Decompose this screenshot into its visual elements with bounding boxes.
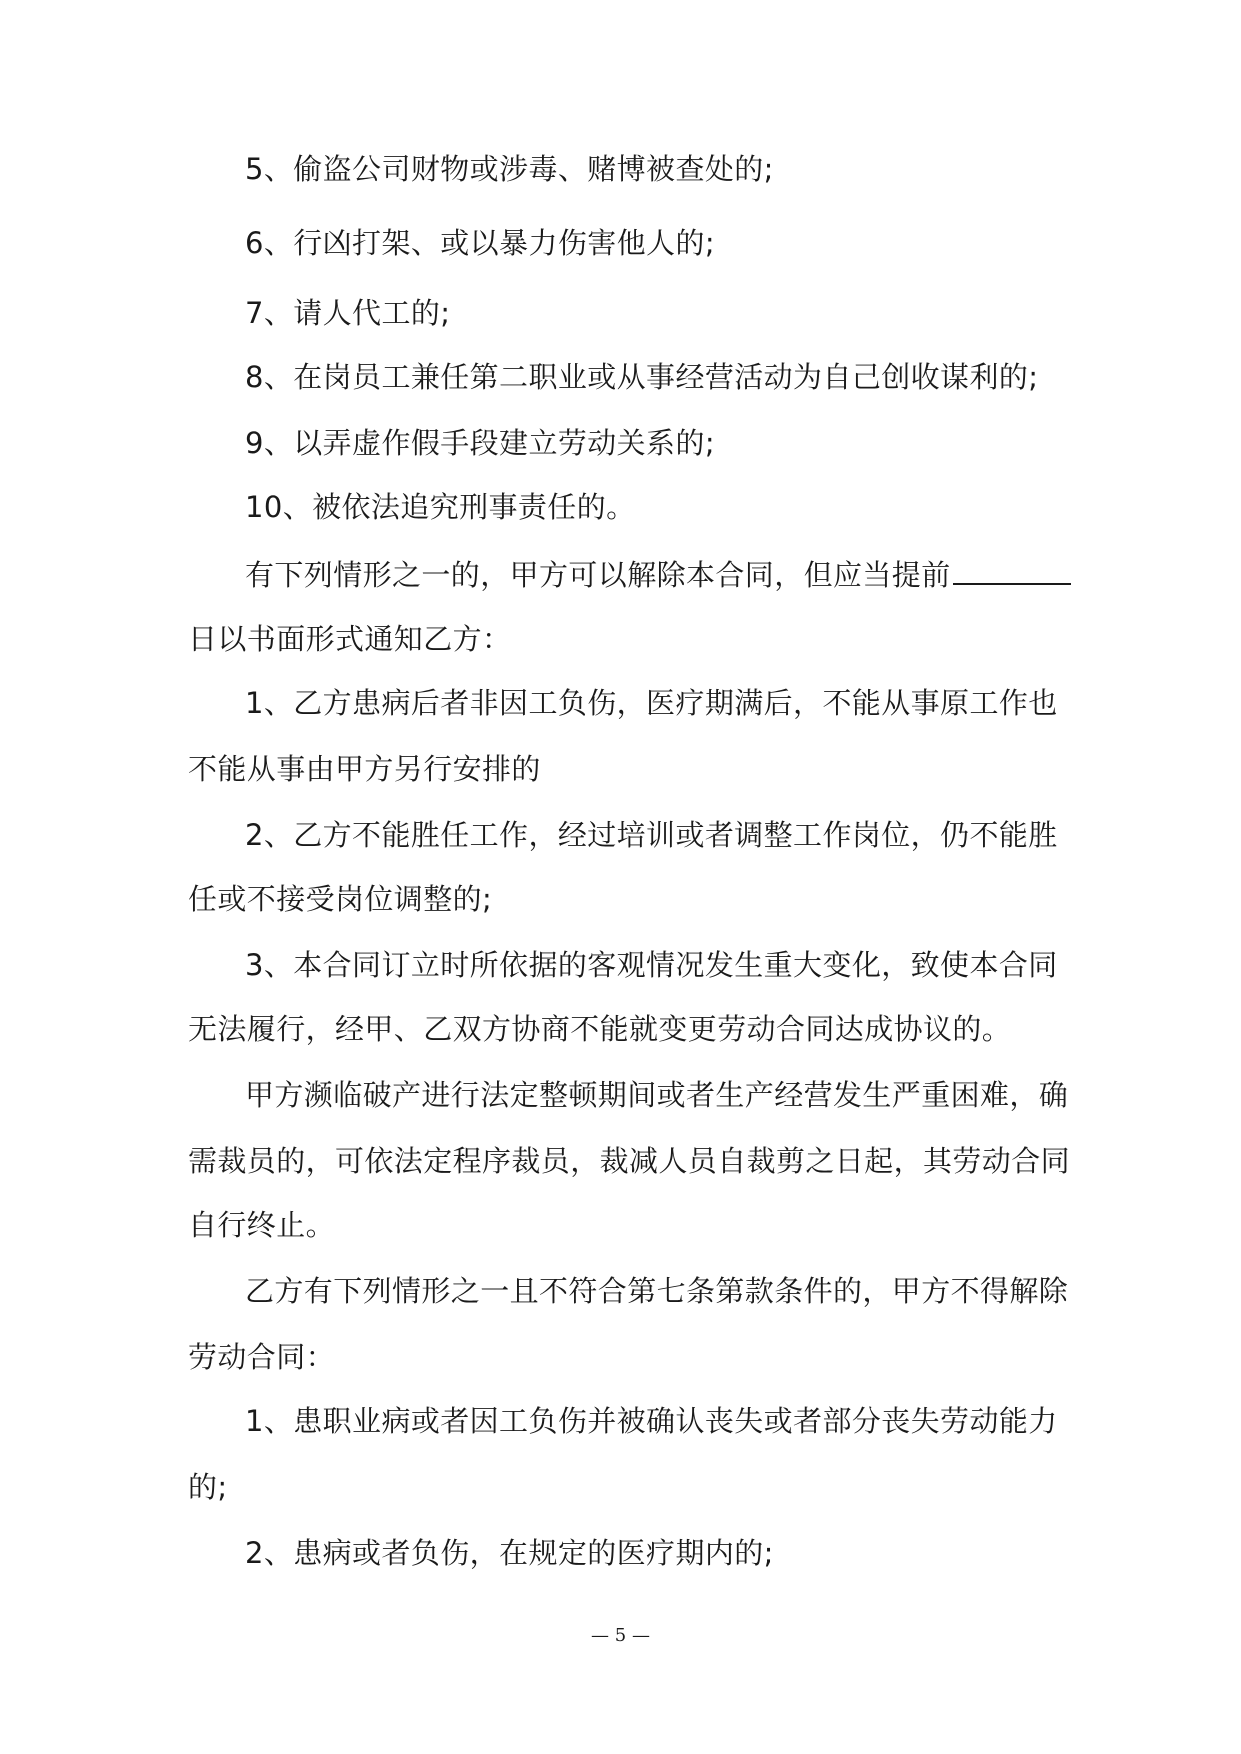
paragraph-line bbox=[245, 553, 1071, 595]
paragraph-line: 日以书面形式通知乙方： bbox=[188, 622, 512, 656]
paragraph-line: 自行终止。 bbox=[188, 1208, 336, 1242]
page-number: — 5 — bbox=[591, 1625, 650, 1646]
list-item: 9、以弄虚作假手段建立劳动关系的; bbox=[245, 426, 716, 460]
paragraph-line: 甲方濒临破产进行法定整顿期间或者生产经营发生严重困难，确 bbox=[245, 1078, 1069, 1112]
list-item: 1、乙方患病后者非因工负伤，医疗期满后，不能从事原工作也 bbox=[245, 686, 1058, 720]
paragraph-line: 需裁员的，可依法定程序裁员，裁减人员自裁剪之日起，其劳动合同 bbox=[188, 1144, 1071, 1178]
paragraph-line: 乙方有下列情形之一且不符合第七条第款条件的，甲方不得解除 bbox=[245, 1274, 1069, 1308]
list-item: 5、偷盗公司财物或涉毒、赌博被查处的; bbox=[245, 152, 774, 186]
list-item: 2、乙方不能胜任工作，经过培训或者调整工作岗位，仍不能胜 bbox=[245, 818, 1058, 852]
paragraph-text: 有下列情形之一的，甲方可以解除本合同，但应当提前 bbox=[245, 558, 951, 592]
list-item: 8、在岗员工兼任第二职业或从事经营活动为自己创收谋利的; bbox=[245, 360, 1039, 394]
paragraph-line: 劳动合同： bbox=[188, 1340, 336, 1374]
list-item: 2、患病或者负伤，在规定的医疗期内的; bbox=[245, 1536, 774, 1570]
list-item-continuation: 任或不接受岗位调整的; bbox=[188, 882, 493, 916]
list-item: 6、行凶打架、或以暴力伤害他人的; bbox=[245, 226, 716, 260]
list-item-continuation: 的; bbox=[188, 1470, 228, 1504]
list-item: 7、请人代工的; bbox=[245, 296, 451, 330]
list-item-continuation: 无法履行，经甲、乙双方协商不能就变更劳动合同达成协议的。 bbox=[188, 1012, 1012, 1046]
list-item: 10、被依法追究刑事责任的。 bbox=[245, 490, 636, 524]
list-item-continuation: 不能从事由甲方另行安排的 bbox=[188, 752, 541, 786]
list-item: 3、本合同订立时所依据的客观情况发生重大变化，致使本合同 bbox=[245, 948, 1058, 982]
list-item: 1、患职业病或者因工负伤并被确认丧失或者部分丧失劳动能力 bbox=[245, 1404, 1058, 1438]
fill-in-blank bbox=[953, 553, 1071, 585]
